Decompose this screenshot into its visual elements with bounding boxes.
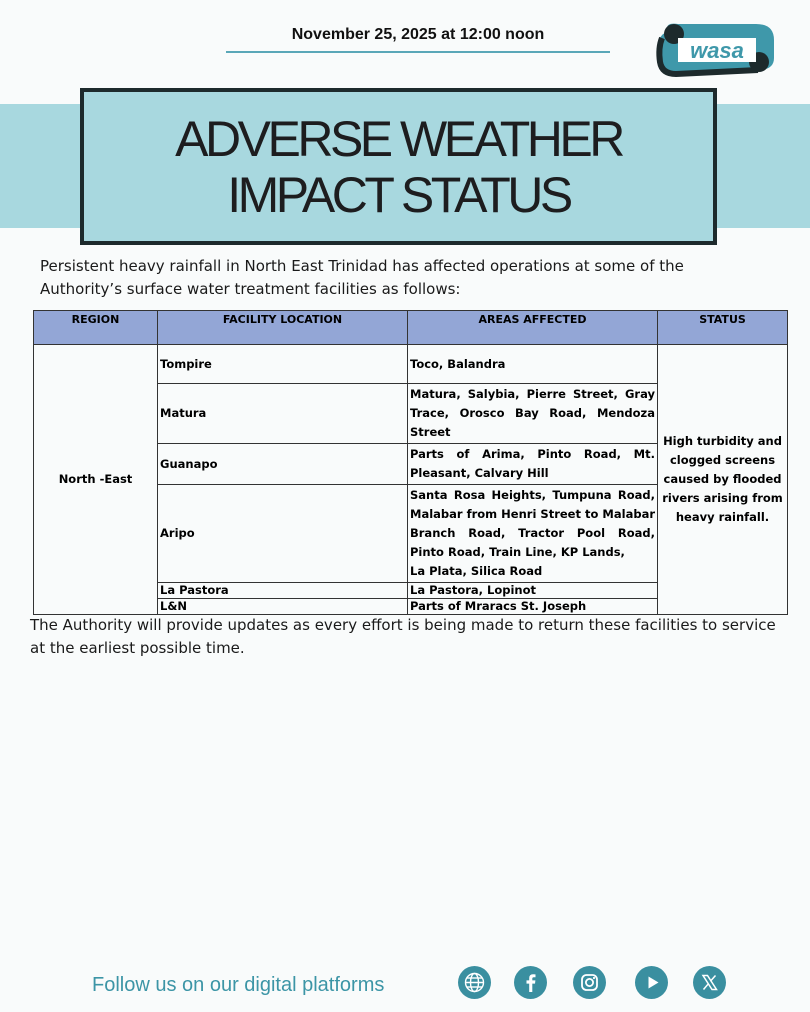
page-title (80, 88, 717, 245)
areas-cell: Matura, Salybia, Pierre Street, Gray Trace, Orosco Bay Road, Mendoza Street (408, 384, 658, 444)
bulletin-date: November 25, 2025 at 12:00 noon (226, 26, 610, 53)
areas-text-extra: La Plata, Silica Road (410, 564, 543, 578)
status-cell: High turbidity and clogged screens caused by flooded rivers arising from heavy rainfall. (658, 345, 788, 615)
areas-cell: La Pastora, Lopinot (408, 583, 658, 599)
areas-cell: Parts of Arima, Pinto Road, Mt. Pleasant, Calvary Hill (408, 444, 658, 485)
follow-us-text: Follow us on our digital platforms (92, 974, 385, 996)
closing-paragraph: The Authority will provide updates as every effort is being made to return these facilities to service at the earliest possible time. (30, 616, 776, 657)
areas-text: Santa Rosa Heights, Tumpuna Road, Malabar from Henri Street to Malabar Branch Road, Tractor Pool Road, Pinto Road, Train Line, KP Lands, (410, 488, 655, 559)
facility-cell: Guanapo (158, 444, 408, 485)
title-line-1: ADVERSE WEATHER (175, 110, 622, 167)
intro-paragraph: Persistent heavy rainfall in North East Trinidad has affected operations at some of the Authority’s surface water treatment facilities as follows: (40, 257, 684, 298)
youtube-icon[interactable] (635, 966, 668, 999)
header-areas: AREAS AFFECTED (408, 311, 658, 345)
x-icon[interactable] (693, 966, 726, 999)
areas-cell (408, 485, 658, 583)
header-status: STATUS (658, 311, 788, 345)
wasa-logo (654, 18, 778, 78)
logo-wordmark: wasa (690, 38, 744, 63)
region-cell: North -East (34, 345, 158, 615)
facility-cell: Matura (158, 384, 408, 444)
facility-cell: Aripo (158, 485, 408, 583)
header-region: REGION (34, 311, 158, 345)
facility-cell: L&N (158, 599, 408, 615)
instagram-icon[interactable] (573, 966, 606, 999)
globe-icon[interactable] (458, 966, 491, 999)
table-header-row (34, 311, 788, 345)
facility-cell: La Pastora (158, 583, 408, 599)
facility-cell: Tompire (158, 345, 408, 384)
table-row (34, 345, 788, 384)
areas-cell: Toco, Balandra (408, 345, 658, 384)
title-line-2: IMPACT STATUS (227, 166, 570, 223)
areas-cell: Parts of Mraracs St. Joseph (408, 599, 658, 615)
header-facility: FACILITY LOCATION (158, 311, 408, 345)
facebook-icon[interactable] (514, 966, 547, 999)
impact-table (33, 310, 788, 615)
